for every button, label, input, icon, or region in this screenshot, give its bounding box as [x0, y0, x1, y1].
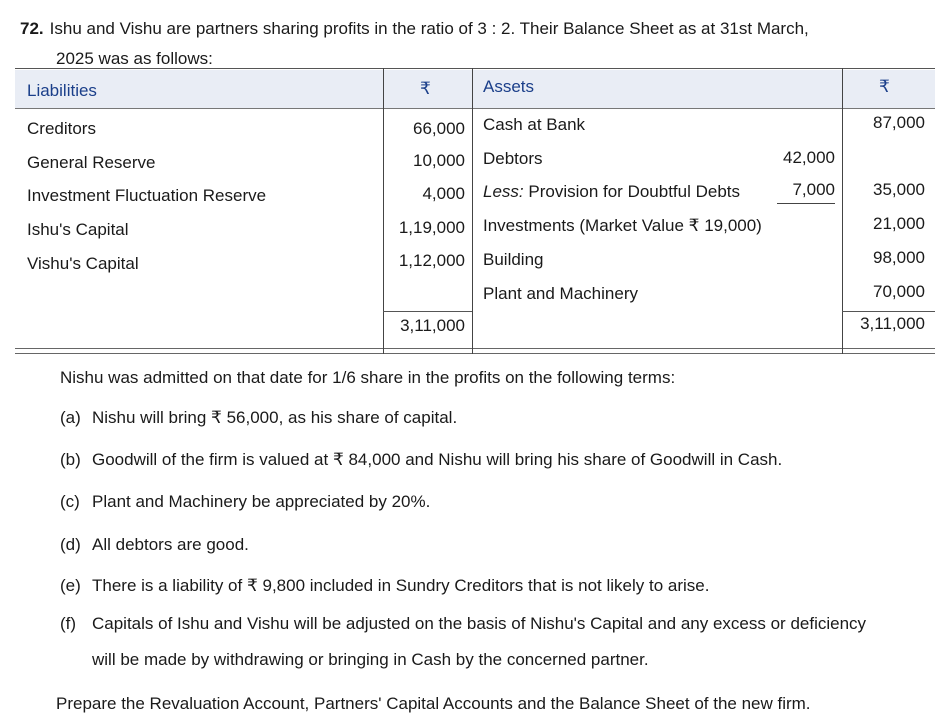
term-text: There is a liability of ₹ 9,800 included in Sundry Creditors that is not likely to arise.: [92, 576, 710, 595]
asset-amount: 21,000: [873, 214, 925, 233]
asset-name: Investments (Market Value ₹ 19,000): [483, 216, 762, 235]
header-liabilities: Liabilities: [27, 81, 97, 100]
liab-total-rule: [383, 311, 472, 312]
header-assets: Assets: [483, 77, 535, 96]
admission-intro: Nishu was admitted on that date for 1/6 share in the profits on the following terms:: [60, 368, 676, 387]
term-d: [60, 535, 249, 555]
less-prefix: Less:: [483, 182, 524, 201]
term-label: (d): [60, 535, 81, 554]
liability-amount: 4,000: [422, 184, 465, 203]
liability-name: Vishu's Capital: [27, 254, 139, 273]
total-assets: 3,11,000: [860, 314, 925, 333]
header-liab-rupee: ₹: [420, 79, 431, 98]
question-text-line-1: Ishu and Vishu are partners sharing profits in the ratio of 3 : 2. Their Balance Sheet as at 31st March,: [49, 19, 809, 38]
table-top-rule: [15, 68, 935, 69]
liability-name: Creditors: [27, 119, 96, 138]
term-label: (e): [60, 576, 81, 595]
header-bottom-rule: [15, 108, 935, 109]
asset-name: Debtors: [483, 149, 543, 168]
term-text: All debtors are good.: [92, 535, 249, 554]
question-text-line-2: 2025 was as follows:: [56, 49, 213, 68]
term-text: Plant and Machinery be appreciated by 20%.: [92, 492, 431, 511]
term-text: Goodwill of the firm is valued at ₹ 84,000 and Nishu will bring his share of Goodwill in Cash.: [92, 450, 783, 469]
term-label: (b): [60, 450, 81, 469]
asset-amount: 35,000: [873, 180, 925, 199]
asset-amount: 98,000: [873, 248, 925, 267]
header-asset-rupee: ₹: [879, 77, 890, 96]
total-liabilities: 3,11,000: [400, 316, 465, 335]
balance-sheet-table: [15, 68, 935, 354]
term-e: [60, 576, 709, 596]
asset-name: Plant and Machinery: [483, 284, 638, 303]
question-heading: [20, 14, 935, 74]
liability-amount: 10,000: [413, 151, 465, 170]
asset-inner-amount: 42,000: [783, 148, 835, 167]
table-bottom-rule-2: [15, 353, 935, 354]
liability-name: Investment Fluctuation Reserve: [27, 186, 267, 205]
term-label: (a): [60, 408, 81, 427]
liability-amount: 66,000: [413, 119, 465, 138]
instruction: Prepare the Revaluation Account, Partners' Capital Accounts and the Balance Sheet of the new firm.: [56, 694, 811, 713]
term-f-line-2: will be made by withdrawing or bringing in Cash by the concerned partner.: [92, 650, 649, 669]
term-text-line-1: Capitals of Ishu and Vishu will be adjusted on the basis of Nishu's Capital and any excess or deficiency: [92, 614, 867, 633]
asset-total-rule: [842, 311, 935, 312]
column-divider-center: [472, 68, 473, 354]
term-b: [60, 450, 782, 470]
liability-name: Ishu's Capital: [27, 220, 129, 239]
liability-name: General Reserve: [27, 153, 156, 172]
asset-amount: 87,000: [873, 113, 925, 132]
term-c: [60, 492, 430, 512]
asset-name: Cash at Bank: [483, 115, 586, 134]
table-bottom-rule-1: [15, 348, 935, 349]
term-label: (f): [60, 614, 77, 633]
asset-name-text: Provision for Doubtful Debts: [523, 182, 741, 201]
table-header-band: [15, 70, 935, 108]
liability-amount: 1,12,000: [398, 251, 465, 270]
term-f: [60, 614, 866, 634]
asset-name: Building: [483, 250, 544, 269]
asset-amount: 70,000: [873, 282, 925, 301]
asset-inner-amount: 7,000: [777, 180, 835, 204]
term-text: Nishu will bring ₹ 56,000, as his share of capital.: [92, 408, 458, 427]
term-a: [60, 408, 457, 428]
liability-amount: 1,19,000: [398, 218, 465, 237]
question-number: 72.: [20, 19, 44, 38]
asset-name: [483, 182, 740, 202]
term-label: (c): [60, 492, 80, 511]
